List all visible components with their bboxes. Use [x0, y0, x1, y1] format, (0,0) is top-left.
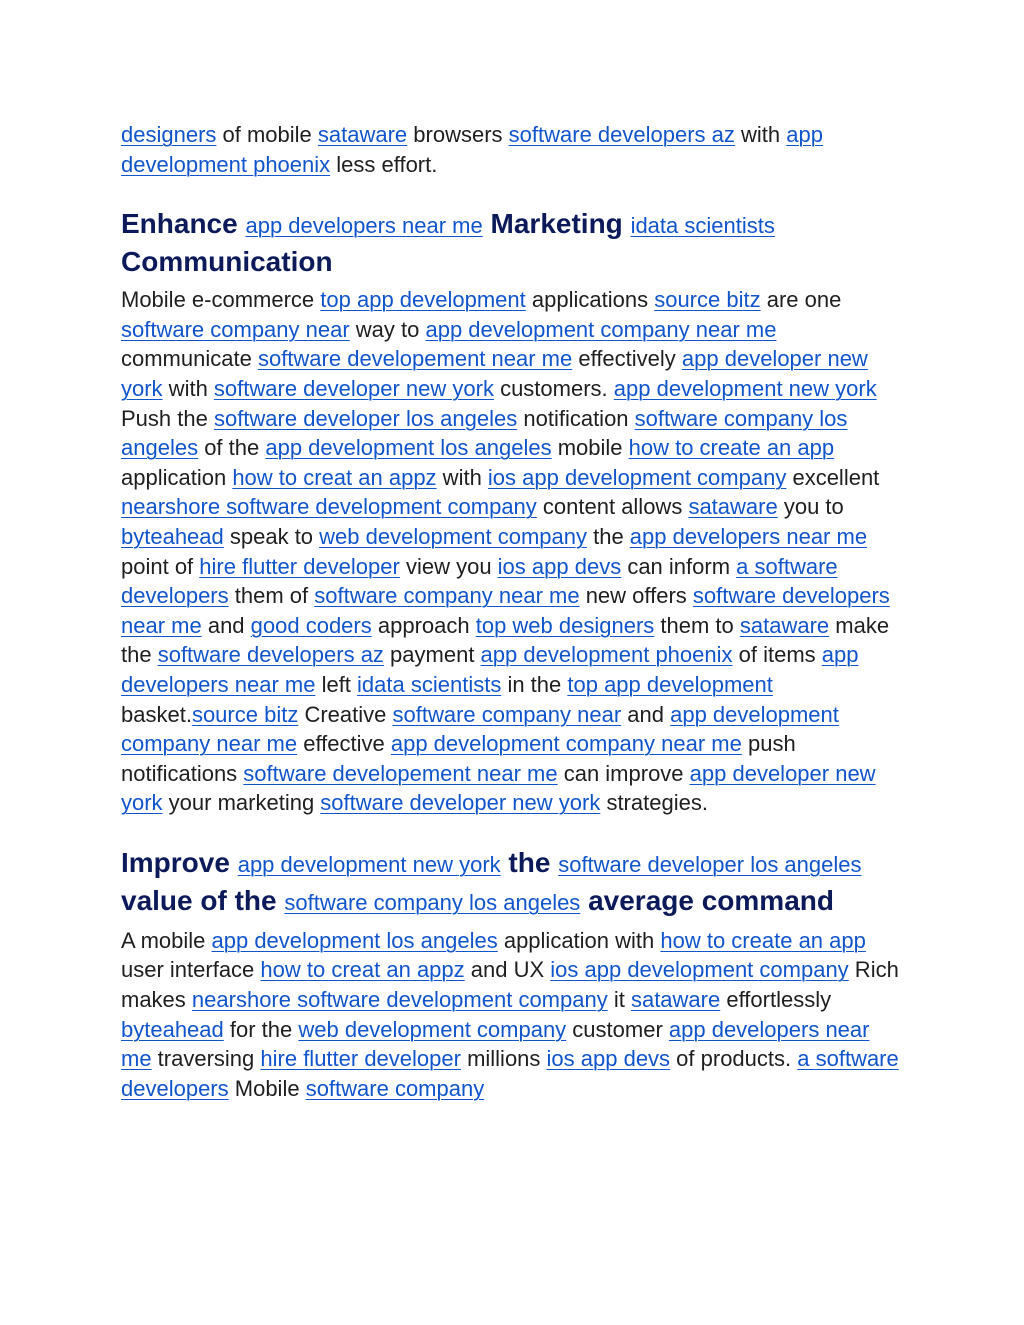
- inline-link[interactable]: app developers near me: [245, 213, 483, 239]
- text-run: millions: [460, 1046, 547, 1072]
- text-run: of items: [732, 642, 822, 668]
- inline-link[interactable]: app development phoenix: [480, 642, 733, 668]
- text-run: left: [315, 671, 358, 697]
- inline-link[interactable]: app development company near me: [121, 701, 839, 757]
- inline-link[interactable]: ios app devs: [497, 553, 622, 579]
- text-run: user interface: [121, 957, 261, 983]
- text-run: basket.: [121, 701, 192, 727]
- text-run: communicate: [121, 346, 258, 372]
- inline-link[interactable]: hire flutter developer: [260, 1046, 461, 1072]
- text-run: are one: [760, 287, 842, 313]
- text-run: for the: [223, 1016, 299, 1042]
- inline-link[interactable]: sataware: [630, 987, 721, 1013]
- inline-link[interactable]: ios app development company: [487, 464, 787, 490]
- text-run: the: [586, 523, 630, 549]
- inline-link[interactable]: top web designers: [475, 612, 655, 638]
- inline-link[interactable]: top app development: [567, 671, 773, 697]
- text-run: and: [621, 701, 671, 727]
- inline-link[interactable]: app developer new york: [121, 760, 876, 816]
- text-run: notification: [517, 405, 635, 431]
- inline-link[interactable]: app development company near me: [390, 731, 742, 757]
- text-run: point of: [121, 553, 200, 579]
- inline-link[interactable]: nearshore software development company: [191, 987, 608, 1013]
- inline-link[interactable]: sataware: [688, 494, 778, 520]
- inline-link[interactable]: how to creat an appz: [232, 464, 437, 490]
- text-run: can inform: [621, 553, 737, 579]
- text-run: effortlessly: [720, 987, 832, 1013]
- text-run: Creative: [298, 701, 393, 727]
- inline-link[interactable]: software developement near me: [243, 760, 558, 786]
- inline-link[interactable]: ios app development company: [550, 957, 849, 983]
- inline-link[interactable]: idata scientists: [357, 671, 502, 697]
- text-run: of products.: [670, 1046, 798, 1072]
- section-heading-command: [121, 845, 906, 921]
- inline-link[interactable]: software developers near me: [121, 583, 890, 638]
- inline-link[interactable]: idata scientists: [630, 213, 775, 239]
- inline-link[interactable]: top app development: [320, 287, 526, 313]
- marketing-paragraph: [121, 285, 906, 818]
- inline-link[interactable]: app development new york: [237, 851, 501, 877]
- inline-link[interactable]: software developer new york: [320, 790, 601, 816]
- inline-link[interactable]: web development company: [298, 1016, 567, 1042]
- text-run: the: [500, 846, 559, 878]
- text-run: with: [436, 464, 488, 490]
- inline-link[interactable]: how to create an app: [660, 927, 866, 953]
- inline-link[interactable]: designers: [121, 122, 217, 147]
- text-run: way to: [349, 316, 426, 342]
- text-run: strategies.: [600, 790, 708, 816]
- inline-link[interactable]: a software developers: [121, 553, 838, 609]
- text-run: less effort.: [330, 151, 438, 177]
- text-run: applications: [525, 287, 655, 313]
- inline-link[interactable]: byteahead: [121, 1016, 224, 1042]
- text-run: with: [162, 375, 214, 401]
- text-run: customer: [566, 1016, 669, 1042]
- text-run: browsers: [407, 122, 509, 147]
- inline-link[interactable]: hire flutter developer: [199, 553, 400, 579]
- command-paragraph: [121, 926, 906, 1104]
- text-run: value of the: [121, 884, 285, 916]
- text-run: A mobile: [121, 927, 212, 953]
- text-run: and UX: [464, 957, 551, 983]
- inline-link[interactable]: source bitz: [654, 287, 761, 313]
- text-run: your marketing: [162, 790, 321, 816]
- text-run: mobile: [551, 435, 629, 461]
- inline-link[interactable]: app development los angeles: [265, 435, 552, 461]
- text-run: application: [121, 464, 233, 490]
- text-run: with: [734, 122, 787, 147]
- inline-link[interactable]: app development new york: [613, 375, 877, 401]
- section-heading-marketing: [121, 206, 906, 280]
- inline-link[interactable]: software company los angeles: [121, 405, 848, 461]
- inline-link[interactable]: nearshore software development company: [121, 494, 537, 520]
- text-run: Mobile: [228, 1075, 306, 1101]
- inline-link[interactable]: app developers near me: [629, 523, 868, 549]
- text-run: them of: [228, 583, 315, 609]
- inline-link[interactable]: app development company near me: [425, 316, 777, 342]
- inline-link[interactable]: web development company: [319, 523, 587, 549]
- inline-link[interactable]: how to creat an appz: [260, 957, 465, 983]
- inline-link[interactable]: byteahead: [121, 523, 224, 549]
- inline-link[interactable]: sataware: [317, 122, 408, 147]
- inline-link[interactable]: software developement near me: [257, 346, 573, 372]
- inline-link[interactable]: software company los angeles: [284, 889, 581, 915]
- text-run: payment: [383, 642, 481, 668]
- inline-link[interactable]: software developer new york: [213, 375, 494, 401]
- text-run: average command: [580, 884, 834, 916]
- inline-link[interactable]: software developer los angeles: [558, 851, 862, 877]
- text-run: approach: [371, 612, 476, 638]
- text-run: Enhance: [121, 208, 246, 240]
- text-run: can improve: [557, 760, 690, 786]
- inline-link[interactable]: how to create an app: [628, 435, 835, 461]
- text-run: content allows: [536, 494, 689, 520]
- inline-link[interactable]: software developer los angeles: [213, 405, 518, 431]
- text-run: Marketing: [482, 208, 631, 240]
- text-run: in the: [501, 671, 568, 697]
- inline-link[interactable]: software company near me: [314, 583, 580, 609]
- text-run: it: [607, 987, 631, 1013]
- text-run: of mobile: [216, 122, 318, 147]
- text-run: Improve: [121, 846, 238, 878]
- text-run: make the: [121, 612, 890, 668]
- inline-link[interactable]: app developers near me: [121, 642, 859, 697]
- inline-link[interactable]: app developers near me: [121, 1016, 870, 1072]
- text-run: Rich makes: [121, 957, 899, 1013]
- inline-link[interactable]: app developer new york: [121, 346, 868, 401]
- inline-link[interactable]: good coders: [250, 612, 372, 638]
- text-run: customers.: [493, 375, 614, 401]
- intro-paragraph: [121, 120, 906, 179]
- text-run: application with: [497, 927, 661, 953]
- inline-link[interactable]: software company near: [121, 316, 350, 342]
- text-run: push notifications: [121, 731, 796, 786]
- inline-link[interactable]: a software developers: [121, 1046, 899, 1101]
- text-run: Communication: [121, 246, 333, 278]
- document-page: [121, 120, 906, 1103]
- inline-link[interactable]: software company: [305, 1075, 485, 1101]
- text-run: of the: [198, 435, 266, 461]
- text-run: effectively: [572, 346, 682, 372]
- inline-link[interactable]: ios app devs: [546, 1046, 671, 1072]
- inline-link[interactable]: app development phoenix: [121, 122, 823, 177]
- text-run: view you: [399, 553, 498, 579]
- text-run: traversing: [151, 1046, 261, 1072]
- inline-link[interactable]: sataware: [739, 612, 830, 638]
- text-run: them to: [654, 612, 740, 638]
- inline-link[interactable]: software developers az: [508, 122, 735, 147]
- text-run: new offers: [579, 583, 693, 609]
- text-run: speak to: [223, 523, 320, 549]
- text-run: you to: [777, 494, 844, 520]
- inline-link[interactable]: software company near: [392, 701, 622, 727]
- text-run: effective: [297, 731, 391, 757]
- text-run: excellent: [786, 464, 880, 490]
- inline-link[interactable]: software developers az: [157, 642, 384, 668]
- text-run: Mobile e-commerce: [121, 287, 321, 313]
- text-run: and: [201, 612, 251, 638]
- inline-link[interactable]: source bitz: [191, 701, 299, 727]
- text-run: Push the: [121, 405, 214, 431]
- inline-link[interactable]: app development los angeles: [211, 927, 498, 953]
